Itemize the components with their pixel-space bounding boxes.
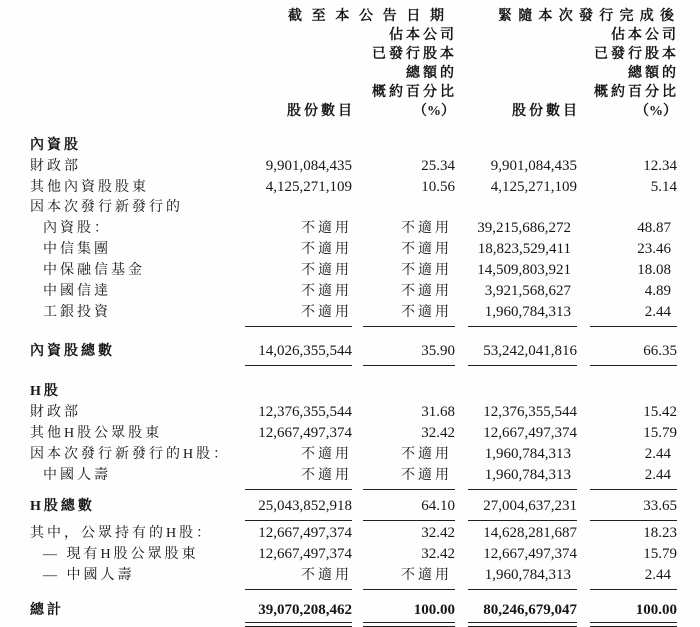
shares-cell: 39,215,686,272 [477, 220, 571, 236]
shares-cell: 9,901,084,435 [490, 158, 577, 174]
shares-cell: 39,070,208,462 [258, 602, 352, 618]
rule-cell [363, 323, 455, 329]
row-label: 中國人壽 [43, 468, 111, 483]
percent-cell: 32.42 [421, 425, 455, 441]
percent-cell: 18.23 [643, 525, 677, 541]
row-label: — 中國人壽 [43, 568, 135, 583]
shares-header: 股份數目 [287, 104, 355, 119]
column-gap [352, 621, 363, 627]
shares-cell: 12,376,355,544 [258, 404, 352, 420]
percent-cell: 15.79 [643, 546, 677, 562]
shares-cell: 不適用 [301, 447, 352, 462]
row-label: 中信集團 [43, 242, 111, 257]
single-rule [245, 362, 352, 366]
column-gap [577, 621, 590, 627]
column-gap [352, 586, 363, 592]
shares-cell: 12,667,497,374 [258, 525, 352, 541]
row-label: 其中，公眾持有的H股： [30, 526, 214, 541]
percent-cell: 15.42 [643, 404, 677, 420]
shares-cell: 12,667,497,374 [483, 546, 577, 562]
table-row [30, 600, 677, 621]
row-label: 工銀投資 [43, 305, 111, 320]
shares-cell: 12,667,497,374 [258, 546, 352, 562]
table-row [30, 544, 677, 565]
percent-cell: 不適用 [401, 242, 452, 257]
pct-header-line: 概約百分比 [594, 85, 679, 100]
percent-cell: 5.14 [650, 179, 677, 195]
pct-header-line: 佔本公司 [611, 28, 679, 43]
rule-row [30, 517, 677, 523]
percent-cell: 66.35 [643, 343, 677, 359]
row-label: 其他內資股股東 [30, 180, 149, 195]
rule-cell [468, 486, 577, 492]
shares-cell: 14,628,281,687 [483, 525, 577, 541]
table-header [0, 0, 700, 136]
table-row [30, 465, 677, 486]
shares-cell: 不適用 [301, 468, 352, 483]
double-rule [468, 622, 577, 627]
shares-cell: 不適用 [301, 221, 352, 236]
percent-cell: 32.42 [421, 546, 455, 562]
rule-spacer [30, 621, 245, 627]
table-row [30, 444, 677, 465]
rule-row [30, 323, 677, 329]
single-rule [468, 486, 577, 490]
single-rule [245, 586, 352, 590]
percent-cell: 18.08 [637, 262, 671, 278]
single-rule [468, 586, 577, 590]
table-row [30, 302, 677, 323]
single-rule [363, 586, 455, 590]
rule-cell [245, 586, 352, 592]
table-row [30, 239, 677, 260]
rule-cell [245, 621, 352, 627]
rule-spacer [30, 323, 245, 329]
shares-cell: 18,823,529,411 [477, 241, 571, 257]
rule-spacer [30, 517, 245, 523]
row-label: H股 [30, 384, 61, 399]
percent-cell: 48.87 [637, 220, 671, 236]
single-rule [245, 323, 352, 327]
pct-header-line: 概約百分比 [372, 85, 457, 100]
percent-cell: 不適用 [401, 263, 452, 278]
column-gap [577, 362, 590, 368]
rule-spacer [30, 586, 245, 592]
rule-cell [590, 486, 677, 492]
rule-row [30, 621, 677, 627]
rule-cell [245, 486, 352, 492]
table-row [30, 198, 677, 218]
percent-cell: 不適用 [401, 468, 452, 483]
rule-cell [590, 362, 677, 368]
shares-cell: 1,960,784,313 [484, 446, 571, 462]
column-gap [577, 517, 590, 523]
shares-cell: 4,125,271,109 [265, 179, 352, 195]
single-rule [590, 323, 677, 327]
percent-cell: 64.10 [421, 498, 455, 514]
rule-cell [245, 323, 352, 329]
column-gap [455, 517, 468, 523]
double-rule [363, 622, 455, 627]
rule-spacer [30, 362, 245, 368]
column-gap [352, 362, 363, 368]
table-row [30, 382, 677, 402]
shares-cell: 3,921,568,627 [484, 283, 571, 299]
shares-cell: 不適用 [301, 242, 352, 257]
percent-cell: 4.89 [644, 283, 671, 299]
column-gap [455, 586, 468, 592]
shares-cell: 不適用 [301, 305, 352, 320]
percent-cell: 35.90 [421, 343, 455, 359]
row-label: 中國信達 [43, 284, 111, 299]
shares-cell: 12,667,497,374 [483, 425, 577, 441]
shares-header: 股份數目 [512, 104, 580, 119]
percent-cell: 不適用 [401, 284, 452, 299]
pct-header-line: 總額的 [406, 66, 457, 81]
row-label: 財政部 [30, 405, 81, 420]
shares-cell: 9,901,084,435 [265, 158, 352, 174]
column-gap [455, 486, 468, 492]
percent-cell: 2.44 [644, 567, 671, 583]
column-gap [577, 586, 590, 592]
rule-row [30, 486, 677, 492]
table-row [30, 177, 677, 198]
table-row [30, 281, 677, 302]
percent-cell: 32.42 [421, 525, 455, 541]
table-row [30, 156, 677, 177]
rule-row [30, 362, 677, 368]
percent-cell: 31.68 [421, 404, 455, 420]
pct-unit-header: （%） [413, 104, 455, 119]
rule-cell [468, 586, 577, 592]
column-gap [352, 517, 363, 523]
table-row [30, 523, 677, 544]
rule-cell [363, 362, 455, 368]
table-row [30, 565, 677, 586]
column-gap [577, 323, 590, 329]
shares-cell: 25,043,852,918 [258, 498, 352, 514]
table-row [30, 136, 677, 156]
shares-cell: 53,242,041,816 [483, 343, 577, 359]
shares-cell: 4,125,271,109 [490, 179, 577, 195]
column-gap [455, 362, 468, 368]
single-rule [363, 323, 455, 327]
shares-cell: 不適用 [301, 263, 352, 278]
rule-cell [590, 323, 677, 329]
single-rule [468, 362, 577, 366]
table-row [30, 341, 677, 362]
rule-spacer [30, 486, 245, 492]
pct-header-line: 佔本公司 [389, 28, 457, 43]
single-rule [590, 362, 677, 366]
shares-cell: 12,376,355,544 [483, 404, 577, 420]
single-rule [468, 517, 577, 521]
pct-header-line: 已發行股本 [594, 47, 679, 62]
table-body [0, 136, 700, 627]
shares-cell: 27,004,637,231 [483, 498, 577, 514]
double-rule [590, 622, 677, 627]
rule-cell [363, 586, 455, 592]
rule-cell [590, 586, 677, 592]
pct-header-line: 總額的 [628, 66, 679, 81]
percent-cell: 10.56 [421, 179, 455, 195]
percent-cell: 15.79 [643, 425, 677, 441]
column-group-title-after-issuance: 緊隨本次發行完成後 [498, 9, 674, 24]
shares-cell: 不適用 [301, 568, 352, 583]
percent-cell: 25.34 [421, 158, 455, 174]
shares-cell: 14,509,803,921 [477, 262, 571, 278]
percent-cell: 2.44 [644, 467, 671, 483]
shares-cell: 1,960,784,313 [484, 304, 571, 320]
rule-row [30, 586, 677, 592]
rule-cell [468, 323, 577, 329]
percent-cell: 12.34 [643, 158, 677, 174]
column-gap [577, 486, 590, 492]
shares-cell: 12,667,497,374 [258, 425, 352, 441]
single-rule [363, 362, 455, 366]
single-rule [363, 486, 455, 490]
column-gap [352, 323, 363, 329]
percent-cell: 不適用 [401, 221, 452, 236]
single-rule [245, 517, 352, 521]
row-label: 內資股總數 [30, 344, 115, 359]
single-rule [590, 486, 677, 490]
table-row [30, 423, 677, 444]
rule-cell [468, 362, 577, 368]
pct-unit-header: （%） [635, 104, 677, 119]
row-label: 其他H股公眾股東 [30, 426, 163, 441]
rule-cell [590, 621, 677, 627]
percent-cell: 不適用 [401, 568, 452, 583]
column-gap [455, 323, 468, 329]
shares-cell: 1,960,784,313 [484, 467, 571, 483]
row-label: 中保融信基金 [43, 263, 145, 278]
row-label: 因本次發行新發行的 [30, 200, 183, 215]
shares-cell: 80,246,679,047 [483, 602, 577, 618]
percent-cell: 不適用 [401, 305, 452, 320]
table-row [30, 218, 677, 239]
column-gap [455, 621, 468, 627]
column-group-title-as-of-announcement: 截至本公告日期 [288, 9, 444, 24]
percent-cell: 23.46 [637, 241, 671, 257]
single-rule [590, 586, 677, 590]
row-label: — 現有H股公眾股東 [43, 547, 199, 562]
column-gap [352, 486, 363, 492]
single-rule [245, 486, 352, 490]
rule-cell [245, 362, 352, 368]
single-rule [363, 517, 455, 521]
row-label: 總計 [30, 603, 64, 618]
shares-cell: 不適用 [301, 284, 352, 299]
row-label: 因本次發行新發行的H股： [30, 447, 231, 462]
percent-cell: 2.44 [644, 304, 671, 320]
rule-cell [363, 621, 455, 627]
row-label: H股總數 [30, 499, 95, 514]
table-row [30, 260, 677, 281]
pct-header-line: 已發行股本 [372, 47, 457, 62]
single-rule [468, 323, 577, 327]
row-label: 內資股： [43, 221, 111, 236]
percent-cell: 2.44 [644, 446, 671, 462]
shares-cell: 14,026,355,544 [258, 343, 352, 359]
percent-cell: 不適用 [401, 447, 452, 462]
table-row [30, 496, 677, 517]
rule-cell [363, 486, 455, 492]
rule-cell [468, 621, 577, 627]
double-rule [245, 622, 352, 627]
row-label: 內資股 [30, 138, 81, 153]
percent-cell: 100.00 [413, 602, 455, 618]
percent-cell: 33.65 [643, 498, 677, 514]
table-row [30, 402, 677, 423]
row-label: 財政部 [30, 159, 81, 174]
single-rule [590, 517, 677, 521]
percent-cell: 100.00 [635, 602, 677, 618]
shares-cell: 1,960,784,313 [484, 567, 571, 583]
